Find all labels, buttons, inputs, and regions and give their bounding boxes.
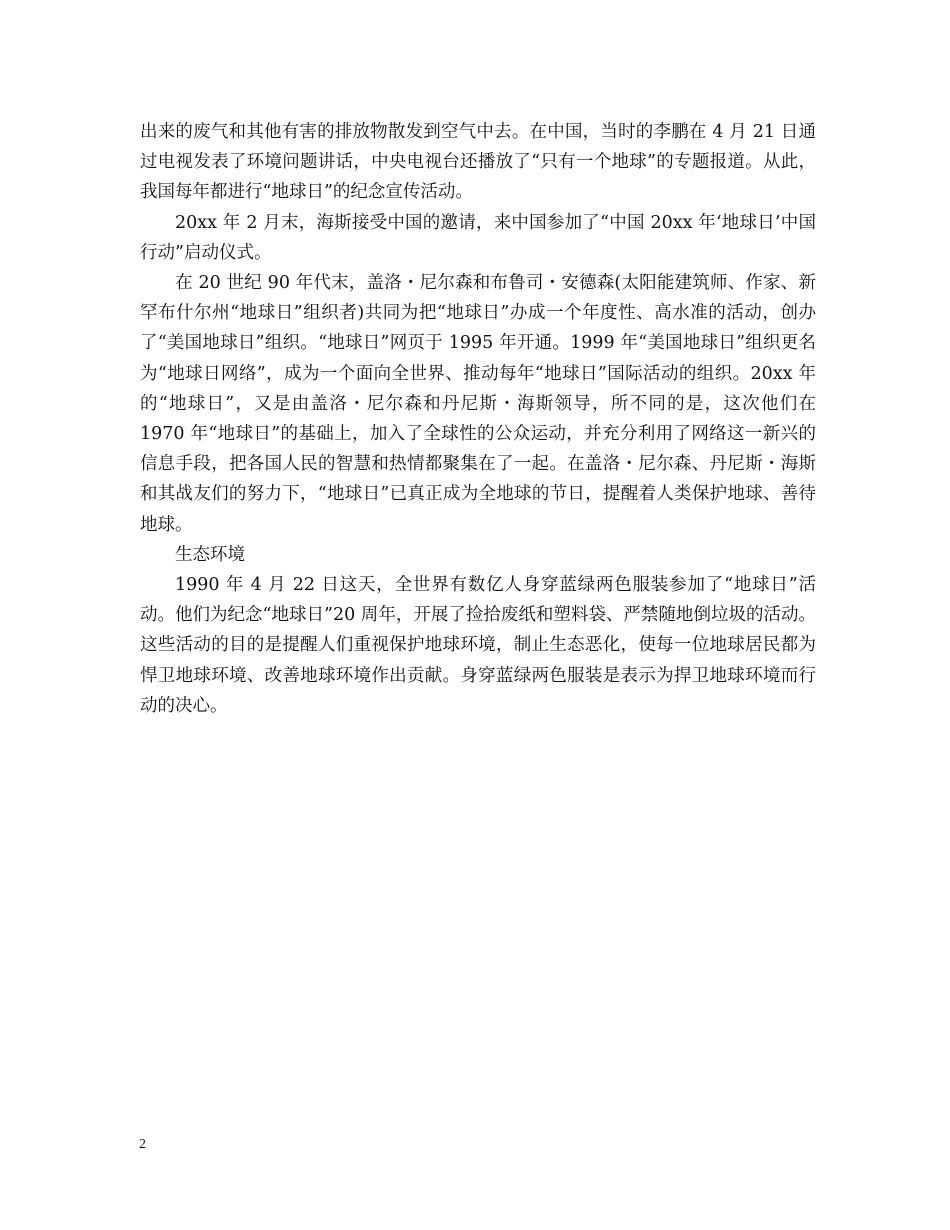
paragraph-invitation: 20xx 年 2 月末，海斯接受中国的邀请，来中国参加了“中国 20xx 年‘地球日’中国行动”启动仪式。 — [140, 212, 816, 263]
paragraph-1990-event: 1990 年 4 月 22 日这天，全世界有数亿人身穿蓝绿两色服装参加了“地球日”活动。他们为纪念“地球日”20 周年，开展了捡拾废纸和塑料袋、严禁随地倒垃圾的活动。这些活动的目的是提醒人们重视保护地球环境，制止生态恶化，使每一位地球居民都为悍卫地球环境、改善地球环境作出贡献。身穿蓝绿两色服装是表示为捍卫地球环境而行动的决心。 — [140, 575, 816, 716]
document-body — [140, 117, 816, 721]
page-number: 2 — [139, 1137, 146, 1152]
paragraph-earth-day-network: 在 20 世纪 90 年代末，盖洛・尼尔森和布鲁司・安德森(太阳能建筑师、作家、新罕布什尔州“地球日”组织者)共同为把“地球日”办成一个年度性、高水准的活动，创办了“美国地球日”组织。“地球日”网页于 1995 年开通。1999 年“美国地球日”组织更名为“地球日网络”，成为一个面向全世界、推动每年“地球日”国际活动的组织。20xx 年的“地球日”，又是由盖洛・尼尔森和丹尼斯・海斯领导，所不同的是，这次他们在 1970 年“地球日”的基础上，加入了全球性的公众运动，并充分利用了网络这一新兴的信息手段，把各国人民的智慧和热情都聚集在了一起。在盖洛・尼尔森、丹尼斯・海斯和其战友们的努力下，“地球日”已真正成为全地球的节日，提醒着人类保护地球、善待地球。 — [140, 273, 816, 535]
section-heading-ecology: 生态环境 — [175, 544, 245, 565]
paragraph-continuation: 出来的废气和其他有害的排放物散发到空气中去。在中国，当时的李鹏在 4 月 21 日通过电视发表了环境问题讲话，中央电视台还播放了“只有一个地球”的专题报道。从此，我国每年都进行“地球日”的纪念宣传活动。 — [140, 122, 816, 203]
